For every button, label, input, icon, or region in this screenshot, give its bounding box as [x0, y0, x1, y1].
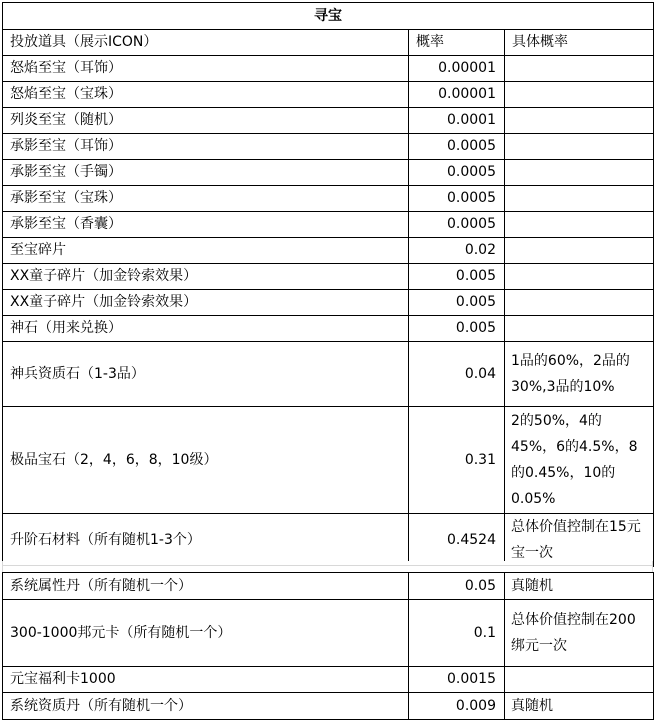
prob-cell: 0.0005 [409, 160, 505, 186]
table-row [3, 342, 654, 407]
table-title: 寻宝 [3, 3, 654, 30]
prob-cell: 0.0005 [409, 134, 505, 160]
item-cell: 系统资质丹（所有随机一个） [3, 693, 409, 720]
detail-cell [505, 290, 654, 316]
header-row [3, 30, 654, 56]
item-cell: 神兵资质石（1-3品） [3, 342, 409, 407]
item-cell: 承影至宝（宝珠） [3, 186, 409, 212]
table-row [3, 316, 654, 342]
item-cell: 承影至宝（耳饰） [3, 134, 409, 160]
item-cell: 神石（用来兑换） [3, 316, 409, 342]
item-cell: XX童子碎片（加金铃索效果） [3, 264, 409, 290]
detail-cell [505, 316, 654, 342]
table-row [3, 160, 654, 186]
header-detail: 具体概率 [505, 30, 654, 56]
prob-cell: 0.005 [409, 264, 505, 290]
detail-cell [505, 160, 654, 186]
table-row [3, 667, 654, 693]
item-cell: 极品宝石（2，4，6，8，10级） [3, 407, 409, 514]
detail-cell: 真随机 [505, 573, 654, 600]
detail-cell: 总体价值控制在15元宝一次 [505, 514, 654, 567]
detail-cell [505, 108, 654, 134]
title-row [3, 3, 654, 30]
table-row [3, 573, 654, 600]
prob-cell: 0.31 [409, 407, 505, 514]
header-prob: 概率 [409, 30, 505, 56]
detail-cell [505, 186, 654, 212]
detail-cell: 总体价值控制在200绑元一次 [505, 600, 654, 667]
prob-cell: 0.009 [409, 693, 505, 720]
treasure-table [2, 2, 654, 567]
sheet-lower [2, 572, 653, 720]
table-row [3, 56, 654, 82]
detail-cell [505, 134, 654, 160]
item-cell: XX童子碎片（加金铃索效果） [3, 290, 409, 316]
prob-cell: 0.02 [409, 238, 505, 264]
gap-divider [3, 565, 652, 566]
detail-cell: 1品的60%，2品的30%,3品的10% [505, 342, 654, 407]
table-row [3, 108, 654, 134]
prob-cell: 0.1 [409, 600, 505, 667]
table-row [3, 212, 654, 238]
header-item: 投放道具（展示ICON） [3, 30, 409, 56]
table-row [3, 82, 654, 108]
item-cell: 承影至宝（手镯） [3, 160, 409, 186]
detail-cell [505, 264, 654, 290]
table-row [3, 238, 654, 264]
detail-cell [505, 56, 654, 82]
prob-cell: 0.00001 [409, 82, 505, 108]
sheet-upper [2, 2, 653, 567]
prob-cell: 0.0005 [409, 186, 505, 212]
table-row [3, 290, 654, 316]
item-cell: 列炎至宝（随机） [3, 108, 409, 134]
item-cell: 至宝碎片 [3, 238, 409, 264]
prob-cell: 0.00001 [409, 56, 505, 82]
table-row [3, 600, 654, 667]
table-row [3, 514, 654, 567]
prob-cell: 0.04 [409, 342, 505, 407]
detail-cell [505, 212, 654, 238]
prob-cell: 0.005 [409, 316, 505, 342]
item-cell: 怒焰至宝（宝珠） [3, 82, 409, 108]
table-row [3, 186, 654, 212]
prob-cell: 0.4524 [409, 514, 505, 567]
treasure-table-lower [2, 572, 654, 720]
detail-cell [505, 82, 654, 108]
table-row [3, 134, 654, 160]
item-cell: 承影至宝（香囊） [3, 212, 409, 238]
item-cell: 怒焰至宝（耳饰） [3, 56, 409, 82]
prob-cell: 0.05 [409, 573, 505, 600]
item-cell: 升阶石材料（所有随机1-3个） [3, 514, 409, 567]
detail-cell: 2的50%，4的45%，6的4.5%，8的0.45%，10的0.05% [505, 407, 654, 514]
table-row [3, 264, 654, 290]
detail-cell [505, 667, 654, 693]
prob-cell: 0.0001 [409, 108, 505, 134]
detail-cell: 真随机 [505, 693, 654, 720]
table-row [3, 407, 654, 514]
prob-cell: 0.0015 [409, 667, 505, 693]
prob-cell: 0.0005 [409, 212, 505, 238]
prob-cell: 0.005 [409, 290, 505, 316]
table-row [3, 693, 654, 720]
item-cell: 元宝福利卡1000 [3, 667, 409, 693]
section-gap [2, 561, 653, 572]
item-cell: 系统属性丹（所有随机一个） [3, 573, 409, 600]
item-cell: 300-1000邦元卡（所有随机一个） [3, 600, 409, 667]
detail-cell [505, 238, 654, 264]
